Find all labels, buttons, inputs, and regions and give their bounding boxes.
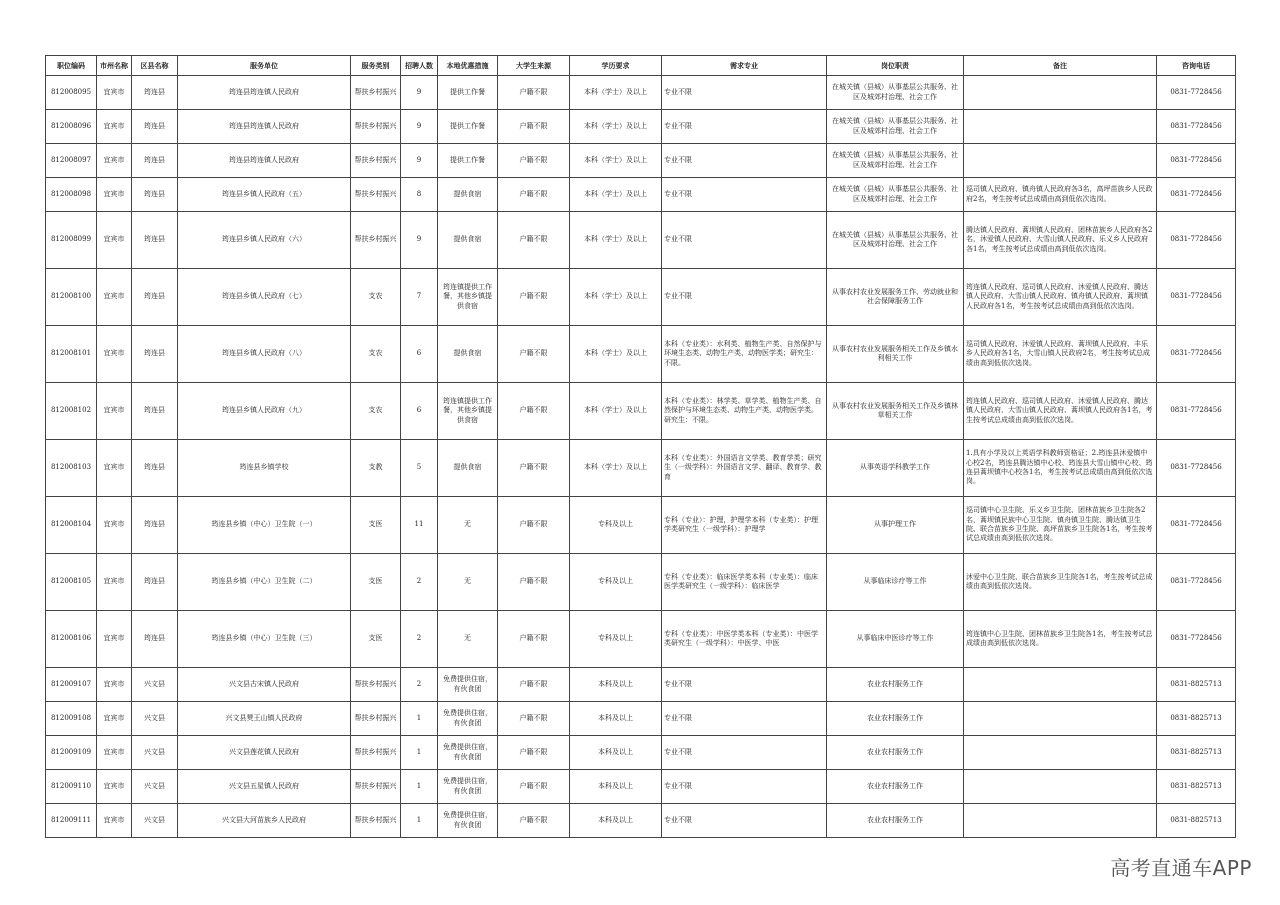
cell-remark — [964, 804, 1157, 838]
cell-county: 筠连县 — [132, 554, 178, 611]
cell-phone: 0831-7728456 — [1157, 497, 1236, 554]
cell-major: 专业不限 — [662, 804, 827, 838]
cell-source: 户籍不限 — [498, 736, 570, 770]
cell-benefit: 提供食宿 — [438, 440, 498, 497]
header-duty: 岗位职责 — [827, 56, 964, 76]
cell-duty: 农业农村服务工作 — [827, 804, 964, 838]
cell-benefit: 提供食宿 — [438, 326, 498, 383]
cell-unit: 筠连县筠连镇人民政府 — [178, 110, 351, 144]
cell-source: 户籍不限 — [498, 76, 570, 110]
cell-benefit: 提供工作餐 — [438, 110, 498, 144]
cell-city: 宜宾市 — [97, 178, 132, 212]
cell-duty: 在城关镇（县城）从事基层公共服务、社区及城郊村治理、社会工作 — [827, 178, 964, 212]
cell-education: 本科及以上 — [570, 702, 662, 736]
cell-remark: 巡司镇中心卫生院、乐义乡卫生院、团林苗族乡卫生院各2名，蒿坝镇民族中心卫生院、镇舟镇卫生院、腾达镇卫生院、联合苗族乡卫生院、高坪苗族乡卫生院各1名，考生按考试总成绩由高到低依次选岗。 — [964, 497, 1157, 554]
cell-major: 专业不限 — [662, 702, 827, 736]
cell-remark: 巡司镇人民政府、沐爱镇人民政府、蒿坝镇人民政府、丰乐乡人民政府各1名，大雪山镇人民政府2名，考生按考试总成绩由高到低依次选岗。 — [964, 326, 1157, 383]
cell-county: 筠连县 — [132, 110, 178, 144]
cell-benefit: 免费提供住宿，有伙食团 — [438, 668, 498, 702]
cell-phone: 0831-7728456 — [1157, 76, 1236, 110]
header-benefit: 本地优惠措施 — [438, 56, 498, 76]
cell-county: 筠连县 — [132, 326, 178, 383]
cell-phone: 0831-7728456 — [1157, 178, 1236, 212]
cell-unit: 筠连县筠连镇人民政府 — [178, 144, 351, 178]
cell-source: 户籍不限 — [498, 440, 570, 497]
cell-benefit: 提供工作餐 — [438, 76, 498, 110]
cell-city: 宜宾市 — [97, 736, 132, 770]
cell-duty: 在城关镇（县城）从事基层公共服务、社区及城郊村治理、社会工作 — [827, 212, 964, 269]
table-row — [46, 110, 1236, 144]
cell-phone: 0831-8825713 — [1157, 702, 1236, 736]
cell-city: 宜宾市 — [97, 383, 132, 440]
cell-count: 1 — [401, 736, 438, 770]
cell-city: 宜宾市 — [97, 804, 132, 838]
cell-phone: 0831-7728456 — [1157, 554, 1236, 611]
cell-education: 本科（学士）及以上 — [570, 76, 662, 110]
table-row — [46, 497, 1236, 554]
cell-category: 帮扶乡村振兴 — [351, 76, 401, 110]
cell-code: 812009107 — [46, 668, 97, 702]
cell-phone: 0831-7728456 — [1157, 212, 1236, 269]
cell-code: 812009108 — [46, 702, 97, 736]
cell-education: 本科（学士）及以上 — [570, 144, 662, 178]
cell-major: 专业不限 — [662, 212, 827, 269]
cell-education: 专科及以上 — [570, 554, 662, 611]
table-row — [46, 440, 1236, 497]
cell-county: 筠连县 — [132, 440, 178, 497]
cell-county: 筠连县 — [132, 76, 178, 110]
header-source: 大学生来源 — [498, 56, 570, 76]
cell-code: 812009109 — [46, 736, 97, 770]
cell-major: 专业不限 — [662, 178, 827, 212]
cell-category: 支教 — [351, 440, 401, 497]
cell-remark: 1.具有小学及以上英语学科教师资格证；2.筠连县沐爱镇中心校2名，筠连县腾达镇中心校、筠连县大雪山镇中心校、筠连县蒿坝镇中心校各1名，考生按考试总成绩由高到低依次选岗。 — [964, 440, 1157, 497]
cell-major: 本科（专业类）：外国语言文学类、教育学类；研究生（一级学科）：外国语言文学、翻译、教育学、教育 — [662, 440, 827, 497]
cell-count: 7 — [401, 269, 438, 326]
cell-duty: 从事英语学科教学工作 — [827, 440, 964, 497]
cell-benefit: 无 — [438, 611, 498, 668]
cell-remark — [964, 144, 1157, 178]
cell-city: 宜宾市 — [97, 702, 132, 736]
table-row — [46, 178, 1236, 212]
cell-city: 宜宾市 — [97, 326, 132, 383]
cell-category: 支医 — [351, 554, 401, 611]
cell-education: 专科及以上 — [570, 497, 662, 554]
cell-source: 户籍不限 — [498, 110, 570, 144]
cell-remark — [964, 770, 1157, 804]
cell-city: 宜宾市 — [97, 212, 132, 269]
cell-category: 帮扶乡村振兴 — [351, 736, 401, 770]
cell-benefit: 免费提供住宿，有伙食团 — [438, 702, 498, 736]
table-row — [46, 804, 1236, 838]
cell-county: 筠连县 — [132, 497, 178, 554]
cell-source: 户籍不限 — [498, 178, 570, 212]
table-row — [46, 554, 1236, 611]
cell-duty: 从事临床诊疗等工作 — [827, 554, 964, 611]
cell-unit: 兴文县僰王山镇人民政府 — [178, 702, 351, 736]
table-row — [46, 611, 1236, 668]
cell-duty: 农业农村服务工作 — [827, 702, 964, 736]
cell-phone: 0831-7728456 — [1157, 440, 1236, 497]
cell-source: 户籍不限 — [498, 383, 570, 440]
cell-phone: 0831-7728456 — [1157, 611, 1236, 668]
cell-category: 帮扶乡村振兴 — [351, 212, 401, 269]
cell-duty: 农业农村服务工作 — [827, 668, 964, 702]
cell-code: 812008106 — [46, 611, 97, 668]
cell-benefit: 筠连镇提供工作餐，其他乡镇提供食宿 — [438, 269, 498, 326]
cell-code: 812008104 — [46, 497, 97, 554]
cell-code: 812008103 — [46, 440, 97, 497]
cell-code: 812009111 — [46, 804, 97, 838]
table-row — [46, 736, 1236, 770]
cell-source: 户籍不限 — [498, 144, 570, 178]
cell-major: 专科（专业）：护理，护理学本科（专业类）：护理学类研究生（一级学科）：护理学 — [662, 497, 827, 554]
cell-duty: 农业农村服务工作 — [827, 770, 964, 804]
cell-category: 帮扶乡村振兴 — [351, 770, 401, 804]
cell-education: 本科（学士）及以上 — [570, 326, 662, 383]
cell-count: 9 — [401, 212, 438, 269]
cell-benefit: 提供食宿 — [438, 178, 498, 212]
cell-city: 宜宾市 — [97, 110, 132, 144]
header-education: 学历要求 — [570, 56, 662, 76]
cell-major: 专业不限 — [662, 770, 827, 804]
cell-count: 8 — [401, 178, 438, 212]
cell-education: 本科及以上 — [570, 770, 662, 804]
header-remark: 备注 — [964, 56, 1157, 76]
cell-duty: 在城关镇（县城）从事基层公共服务、社区及城郊村治理、社会工作 — [827, 76, 964, 110]
cell-category: 支农 — [351, 326, 401, 383]
table-row — [46, 144, 1236, 178]
cell-duty: 在城关镇（县城）从事基层公共服务、社区及城郊村治理、社会工作 — [827, 144, 964, 178]
table-row — [46, 383, 1236, 440]
cell-unit: 筠连县乡镇（中心）卫生院（一） — [178, 497, 351, 554]
cell-county: 筠连县 — [132, 178, 178, 212]
cell-code: 812008105 — [46, 554, 97, 611]
cell-category: 帮扶乡村振兴 — [351, 178, 401, 212]
cell-remark — [964, 668, 1157, 702]
cell-remark — [964, 110, 1157, 144]
cell-remark: 腾达镇人民政府、蒿坝镇人民政府、团林苗族乡人民政府各2名，沐爱镇人民政府、大雪山镇人民政府、乐义乡人民政府各1名，考生按考试总成绩由高到低依次选岗。 — [964, 212, 1157, 269]
cell-city: 宜宾市 — [97, 440, 132, 497]
cell-remark: 筠连镇中心卫生院、团林苗族乡卫生院各1名，考生按考试总成绩由高到低依次选岗。 — [964, 611, 1157, 668]
cell-benefit: 免费提供住宿，有伙食团 — [438, 804, 498, 838]
cell-benefit: 免费提供住宿，有伙食团 — [438, 770, 498, 804]
cell-major: 专科（专业类）：临床医学类本科（专业类）：临床医学类研究生（一级学科）：临床医学 — [662, 554, 827, 611]
header-category: 服务类别 — [351, 56, 401, 76]
cell-major: 专业不限 — [662, 76, 827, 110]
cell-source: 户籍不限 — [498, 611, 570, 668]
table-body — [46, 76, 1236, 838]
cell-unit: 兴文县五星镇人民政府 — [178, 770, 351, 804]
cell-code: 812009110 — [46, 770, 97, 804]
cell-source: 户籍不限 — [498, 554, 570, 611]
cell-code: 812008101 — [46, 326, 97, 383]
cell-major: 本科（专业类）：水利类、植物生产类、自然保护与环境生态类、动物生产类、动物医学类；研究生：不限。 — [662, 326, 827, 383]
cell-major: 专业不限 — [662, 668, 827, 702]
cell-duty: 从事护理工作 — [827, 497, 964, 554]
table-row — [46, 76, 1236, 110]
table-row — [46, 269, 1236, 326]
header-county: 区县名称 — [132, 56, 178, 76]
cell-unit: 筠连县乡镇（中心）卫生院（二） — [178, 554, 351, 611]
cell-education: 本科（学士）及以上 — [570, 440, 662, 497]
cell-benefit: 提供工作餐 — [438, 144, 498, 178]
cell-major: 专科（专业类）：中医学类本科（专业类）：中医学类研究生（一级学科）：中医学、中医 — [662, 611, 827, 668]
cell-phone: 0831-8825713 — [1157, 804, 1236, 838]
cell-unit: 筠连县乡镇人民政府（八） — [178, 326, 351, 383]
cell-category: 帮扶乡村振兴 — [351, 110, 401, 144]
cell-source: 户籍不限 — [498, 702, 570, 736]
cell-count: 2 — [401, 554, 438, 611]
cell-phone: 0831-7728456 — [1157, 326, 1236, 383]
cell-count: 1 — [401, 770, 438, 804]
cell-education: 本科（学士）及以上 — [570, 269, 662, 326]
cell-code: 812008102 — [46, 383, 97, 440]
cell-phone: 0831-8825713 — [1157, 770, 1236, 804]
cell-education: 专科及以上 — [570, 611, 662, 668]
cell-count: 9 — [401, 144, 438, 178]
cell-code: 812008098 — [46, 178, 97, 212]
cell-remark — [964, 702, 1157, 736]
cell-remark — [964, 76, 1157, 110]
cell-category: 支农 — [351, 269, 401, 326]
cell-source: 户籍不限 — [498, 269, 570, 326]
cell-remark: 巡司镇人民政府、镇舟镇人民政府各3名，高坪苗族乡人民政府2名，考生按考试总成绩由高到低依次选岗。 — [964, 178, 1157, 212]
cell-remark: 筠连镇人民政府、巡司镇人民政府、沐爱镇人民政府、腾达镇人民政府、大雪山镇人民政府、镇舟镇人民政府、蒿坝镇人民政府各1名，考生按考试总成绩由高到低依次选岗。 — [964, 269, 1157, 326]
cell-source: 户籍不限 — [498, 326, 570, 383]
cell-duty: 从事农村农业发展服务工作、劳动就业和社会保障服务工作 — [827, 269, 964, 326]
cell-education: 本科（学士）及以上 — [570, 110, 662, 144]
cell-phone: 0831-7728456 — [1157, 110, 1236, 144]
cell-education: 本科（学士）及以上 — [570, 383, 662, 440]
cell-city: 宜宾市 — [97, 668, 132, 702]
cell-category: 支医 — [351, 611, 401, 668]
cell-count: 2 — [401, 611, 438, 668]
cell-remark — [964, 736, 1157, 770]
cell-benefit: 筠连镇提供工作餐，其他乡镇提供食宿 — [438, 383, 498, 440]
cell-city: 宜宾市 — [97, 269, 132, 326]
cell-unit: 筠连县乡镇（中心）卫生院（三） — [178, 611, 351, 668]
cell-count: 2 — [401, 668, 438, 702]
cell-count: 1 — [401, 804, 438, 838]
cell-duty: 在城关镇（县城）从事基层公共服务、社区及城郊村治理、社会工作 — [827, 110, 964, 144]
cell-unit: 筠连县乡镇人民政府（七） — [178, 269, 351, 326]
cell-duty: 从事临床中医诊疗等工作 — [827, 611, 964, 668]
cell-benefit: 无 — [438, 554, 498, 611]
watermark-text: 高考直通车APP — [1110, 856, 1252, 880]
cell-county: 筠连县 — [132, 611, 178, 668]
cell-code: 812008100 — [46, 269, 97, 326]
cell-duty: 从事农村农业发展服务相关工作及乡镇水利相关工作 — [827, 326, 964, 383]
cell-unit: 筠连县乡镇人民政府（六） — [178, 212, 351, 269]
cell-phone: 0831-8825713 — [1157, 736, 1236, 770]
table-header-row — [46, 56, 1236, 76]
cell-code: 812008096 — [46, 110, 97, 144]
cell-city: 宜宾市 — [97, 76, 132, 110]
cell-unit: 筠连县乡镇人民政府（九） — [178, 383, 351, 440]
cell-city: 宜宾市 — [97, 611, 132, 668]
header-code: 职位编码 — [46, 56, 97, 76]
table-row — [46, 668, 1236, 702]
cell-unit: 筠连县乡镇学校 — [178, 440, 351, 497]
cell-unit: 兴文县古宋镇人民政府 — [178, 668, 351, 702]
cell-remark: 沐爱中心卫生院、联合苗族乡卫生院各1名，考生按考试总成绩由高到低依次选岗。 — [964, 554, 1157, 611]
cell-source: 户籍不限 — [498, 497, 570, 554]
cell-county: 兴文县 — [132, 804, 178, 838]
cell-major: 专业不限 — [662, 144, 827, 178]
recruitment-table — [45, 55, 1236, 838]
cell-major: 专业不限 — [662, 736, 827, 770]
cell-county: 筠连县 — [132, 212, 178, 269]
cell-count: 5 — [401, 440, 438, 497]
header-unit: 服务单位 — [178, 56, 351, 76]
cell-education: 本科及以上 — [570, 804, 662, 838]
table-row — [46, 702, 1236, 736]
cell-category: 帮扶乡村振兴 — [351, 702, 401, 736]
table-row — [46, 212, 1236, 269]
cell-category: 帮扶乡村振兴 — [351, 144, 401, 178]
table-row — [46, 326, 1236, 383]
cell-count: 9 — [401, 76, 438, 110]
cell-phone: 0831-7728456 — [1157, 269, 1236, 326]
cell-source: 户籍不限 — [498, 212, 570, 269]
cell-unit: 筠连县乡镇人民政府（五） — [178, 178, 351, 212]
cell-major: 本科（专业类）：林学类、草学类、植物生产类、自然保护与环境生态类、动物生产类、动物医学类。研究生：不限。 — [662, 383, 827, 440]
cell-source: 户籍不限 — [498, 770, 570, 804]
cell-city: 宜宾市 — [97, 497, 132, 554]
cell-duty: 农业农村服务工作 — [827, 736, 964, 770]
cell-county: 兴文县 — [132, 770, 178, 804]
cell-source: 户籍不限 — [498, 668, 570, 702]
cell-major: 专业不限 — [662, 269, 827, 326]
cell-category: 支医 — [351, 497, 401, 554]
cell-county: 筠连县 — [132, 269, 178, 326]
cell-code: 812008099 — [46, 212, 97, 269]
cell-remark: 筠连镇人民政府、巡司镇人民政府、沐爱镇人民政府、腾达镇人民政府、大雪山镇人民政府、蒿坝镇人民政府各1名，考生按考试总成绩由高到低依次选岗。 — [964, 383, 1157, 440]
header-phone: 咨询电话 — [1157, 56, 1236, 76]
cell-phone: 0831-8825713 — [1157, 668, 1236, 702]
cell-county: 兴文县 — [132, 668, 178, 702]
cell-county: 筠连县 — [132, 144, 178, 178]
table-row — [46, 770, 1236, 804]
header-major: 需求专业 — [662, 56, 827, 76]
cell-count: 6 — [401, 383, 438, 440]
cell-phone: 0831-7728456 — [1157, 144, 1236, 178]
cell-count: 6 — [401, 326, 438, 383]
cell-category: 帮扶乡村振兴 — [351, 668, 401, 702]
cell-source: 户籍不限 — [498, 804, 570, 838]
cell-education: 本科（学士）及以上 — [570, 178, 662, 212]
cell-city: 宜宾市 — [97, 770, 132, 804]
cell-count: 9 — [401, 110, 438, 144]
cell-county: 兴文县 — [132, 736, 178, 770]
cell-count: 1 — [401, 702, 438, 736]
cell-unit: 兴文县莲花镇人民政府 — [178, 736, 351, 770]
cell-major: 专业不限 — [662, 110, 827, 144]
cell-city: 宜宾市 — [97, 554, 132, 611]
cell-code: 812008095 — [46, 76, 97, 110]
header-count: 招聘人数 — [401, 56, 438, 76]
cell-code: 812008097 — [46, 144, 97, 178]
cell-phone: 0831-7728456 — [1157, 383, 1236, 440]
cell-category: 支农 — [351, 383, 401, 440]
cell-county: 筠连县 — [132, 383, 178, 440]
cell-benefit: 免费提供住宿，有伙食团 — [438, 736, 498, 770]
cell-benefit: 提供食宿 — [438, 212, 498, 269]
cell-category: 帮扶乡村振兴 — [351, 804, 401, 838]
cell-unit: 筠连县筠连镇人民政府 — [178, 76, 351, 110]
cell-education: 本科（学士）及以上 — [570, 212, 662, 269]
header-city: 市州名称 — [97, 56, 132, 76]
cell-education: 本科及以上 — [570, 668, 662, 702]
cell-benefit: 无 — [438, 497, 498, 554]
cell-county: 兴文县 — [132, 702, 178, 736]
cell-city: 宜宾市 — [97, 144, 132, 178]
cell-duty: 从事农村农业发展服务相关工作及乡镇林草相关工作 — [827, 383, 964, 440]
cell-unit: 兴文县大河苗族乡人民政府 — [178, 804, 351, 838]
cell-education: 本科及以上 — [570, 736, 662, 770]
cell-count: 11 — [401, 497, 438, 554]
